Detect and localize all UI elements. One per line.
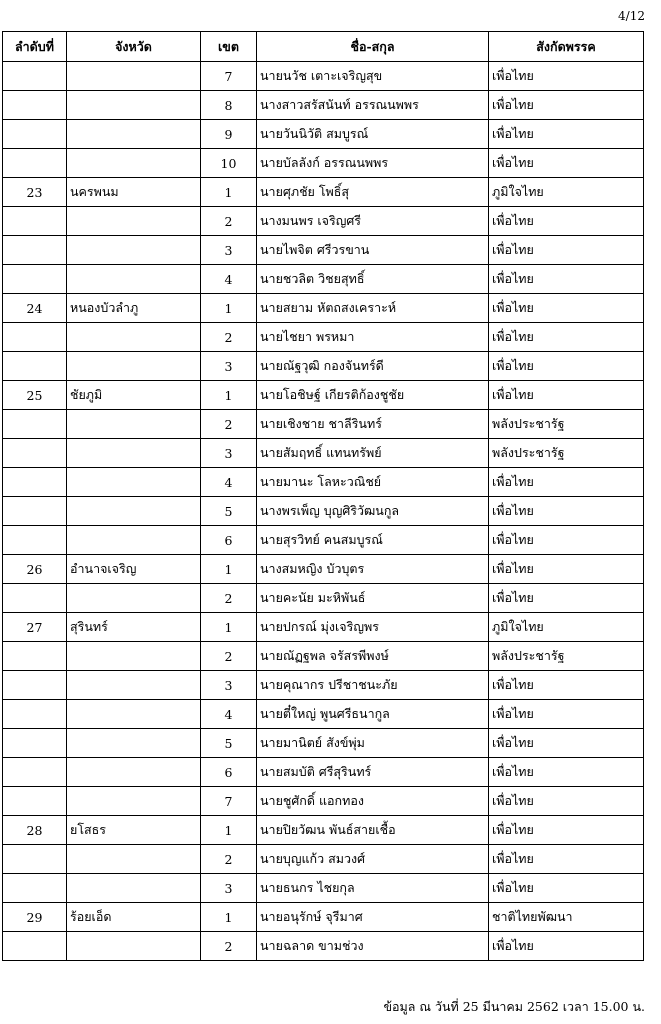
row-province-cell: ชัยภูมิ [67,381,201,410]
row-order-cell [3,62,67,91]
table-row [3,816,644,845]
table-row [3,700,644,729]
row-party-cell: เพื่อไทย [489,381,644,410]
row-order-cell: 24 [3,294,67,323]
table-row [3,584,644,613]
row-order-cell [3,439,67,468]
header-district: เขต [201,32,257,62]
row-party-cell: เพื่อไทย [489,207,644,236]
row-name-cell: นายบัลลังก์ อรรณนพพร [257,149,489,178]
row-province-cell: ร้อยเอ็ด [67,903,201,932]
row-order-cell [3,468,67,497]
row-order-cell [3,671,67,700]
table-row [3,62,644,91]
row-party-cell: เพื่อไทย [489,352,644,381]
row-party-cell: เพื่อไทย [489,874,644,903]
row-name-cell: นายโอชิษฐ์ เกียรติก้องชูชัย [257,381,489,410]
row-province-cell [67,497,201,526]
row-name-cell: นายคะนัย มะหิพันธ์ [257,584,489,613]
row-order-cell [3,758,67,787]
table-header-row [3,32,644,62]
row-party-cell: เพื่อไทย [489,294,644,323]
row-order-cell: 28 [3,816,67,845]
row-order-cell [3,410,67,439]
row-district-cell: 3 [201,352,257,381]
row-party-cell: เพื่อไทย [489,932,644,961]
row-province-cell [67,236,201,265]
row-name-cell: นางพรเพ็ญ บุญศิริวัฒนกูล [257,497,489,526]
table-row [3,642,644,671]
row-party-cell: เพื่อไทย [489,62,644,91]
row-party-cell: เพื่อไทย [489,787,644,816]
row-party-cell: เพื่อไทย [489,555,644,584]
row-party-cell: เพื่อไทย [489,729,644,758]
row-province-cell [67,120,201,149]
row-name-cell: นายอนุรักษ์ จุรีมาศ [257,903,489,932]
row-province-cell [67,62,201,91]
table-row [3,265,644,294]
row-district-cell: 1 [201,903,257,932]
row-province-cell [67,642,201,671]
row-order-cell [3,874,67,903]
row-name-cell: นายไชยา พรหมา [257,323,489,352]
table-row [3,236,644,265]
row-party-cell: เพื่อไทย [489,149,644,178]
row-party-cell: เพื่อไทย [489,120,644,149]
row-district-cell: 5 [201,497,257,526]
row-province-cell [67,932,201,961]
row-name-cell: นายไพจิต ศรีวรขาน [257,236,489,265]
table-row [3,352,644,381]
row-district-cell: 2 [201,932,257,961]
row-province-cell [67,584,201,613]
table-row [3,410,644,439]
table-row [3,468,644,497]
table-row [3,932,644,961]
row-name-cell: นายปกรณ์ มุ่งเจริญพร [257,613,489,642]
row-province-cell [67,91,201,120]
row-district-cell: 7 [201,787,257,816]
row-district-cell: 3 [201,236,257,265]
row-order-cell: 23 [3,178,67,207]
table-row [3,787,644,816]
row-district-cell: 4 [201,700,257,729]
row-province-cell [67,207,201,236]
header-province: จังหวัด [67,32,201,62]
row-order-cell [3,236,67,265]
row-province-cell [67,729,201,758]
row-district-cell: 1 [201,816,257,845]
row-party-cell: เพื่อไทย [489,816,644,845]
row-province-cell [67,845,201,874]
row-name-cell: นายสัมฤทธิ์ แทนทรัพย์ [257,439,489,468]
row-party-cell: เพื่อไทย [489,236,644,265]
row-province-cell: หนองบัวลำภู [67,294,201,323]
row-party-cell: เพื่อไทย [489,671,644,700]
row-name-cell: นายมานะ โลหะวณิชย์ [257,468,489,497]
row-province-cell [67,352,201,381]
header-order: ลำดับที่ [3,32,67,62]
table-row [3,178,644,207]
row-province-cell: อำนาจเจริญ [67,555,201,584]
row-province-cell [67,410,201,439]
row-province-cell [67,265,201,294]
table-row [3,613,644,642]
table-row [3,439,644,468]
row-order-cell: 25 [3,381,67,410]
row-party-cell: เพื่อไทย [489,323,644,352]
row-district-cell: 1 [201,613,257,642]
row-name-cell: นายธนกร ไชยกุล [257,874,489,903]
row-district-cell: 2 [201,207,257,236]
row-party-cell: ภูมิใจไทย [489,613,644,642]
row-order-cell [3,787,67,816]
row-order-cell [3,845,67,874]
row-order-cell [3,207,67,236]
row-order-cell [3,265,67,294]
table-row [3,758,644,787]
table-row [3,323,644,352]
table-row [3,149,644,178]
header-party: สังกัดพรรค [489,32,644,62]
table-row [3,497,644,526]
row-party-cell: ชาติไทยพัฒนา [489,903,644,932]
row-district-cell: 3 [201,439,257,468]
row-order-cell: 29 [3,903,67,932]
row-province-cell [67,526,201,555]
row-district-cell: 4 [201,265,257,294]
row-name-cell: นายสุรวิทย์ คนสมบูรณ์ [257,526,489,555]
header-name: ชื่อ-สกุล [257,32,489,62]
row-district-cell: 7 [201,62,257,91]
row-name-cell: นายณัฐวุฒิ กองจันทร์ดี [257,352,489,381]
row-party-cell: เพื่อไทย [489,700,644,729]
row-order-cell [3,584,67,613]
row-province-cell [67,149,201,178]
page-number: 4/12 [618,9,645,23]
row-name-cell: นางสาวสรัสนันท์ อรรณนพพร [257,91,489,120]
row-district-cell: 1 [201,555,257,584]
row-order-cell: 26 [3,555,67,584]
table-row [3,874,644,903]
row-order-cell [3,323,67,352]
row-province-cell: สุรินทร์ [67,613,201,642]
row-party-cell: พลังประชารัฐ [489,642,644,671]
row-party-cell: เพื่อไทย [489,497,644,526]
row-province-cell [67,758,201,787]
row-province-cell [67,874,201,903]
row-province-cell [67,787,201,816]
row-district-cell: 8 [201,91,257,120]
row-order-cell [3,352,67,381]
row-name-cell: นายชวลิต วิชยสุทธิ์ [257,265,489,294]
row-name-cell: นายณัฏฐพล จรัสรพีพงษ์ [257,642,489,671]
row-name-cell: นายปิยวัฒน พันธ์สายเชื้อ [257,816,489,845]
row-order-cell [3,120,67,149]
table-row [3,845,644,874]
row-name-cell: นายตี๋ใหญ่ พูนศรีธนากูล [257,700,489,729]
row-province-cell [67,323,201,352]
results-table [2,31,644,961]
row-order-cell [3,700,67,729]
row-province-cell: ยโสธร [67,816,201,845]
row-order-cell [3,497,67,526]
row-district-cell: 2 [201,845,257,874]
row-order-cell [3,729,67,758]
row-name-cell: นายเชิงชาย ชาลีรินทร์ [257,410,489,439]
table-row [3,555,644,584]
row-district-cell: 9 [201,120,257,149]
row-district-cell: 3 [201,671,257,700]
row-district-cell: 1 [201,381,257,410]
row-name-cell: นางมนพร เจริญศรี [257,207,489,236]
row-district-cell: 1 [201,178,257,207]
row-name-cell: นายนวัช เตาะเจริญสุข [257,62,489,91]
row-party-cell: พลังประชารัฐ [489,439,644,468]
row-name-cell: นายวันนิวัติ สมบูรณ์ [257,120,489,149]
table-row [3,729,644,758]
row-district-cell: 10 [201,149,257,178]
row-name-cell: นายชูศักดิ์ แอกทอง [257,787,489,816]
row-province-cell: นครพนม [67,178,201,207]
row-district-cell: 2 [201,584,257,613]
table-row [3,120,644,149]
row-name-cell: นายศุภชัย โพธิ์สุ [257,178,489,207]
row-province-cell [67,468,201,497]
table-body [3,62,644,961]
row-name-cell: นายคุณากร ปรีชาชนะภัย [257,671,489,700]
row-name-cell: นางสมหญิง บัวบุตร [257,555,489,584]
table-row [3,294,644,323]
table-row [3,526,644,555]
row-party-cell: เพื่อไทย [489,468,644,497]
row-province-cell [67,439,201,468]
table-row [3,903,644,932]
row-party-cell: เพื่อไทย [489,265,644,294]
row-name-cell: นายฉลาด ขามช่วง [257,932,489,961]
table-row [3,91,644,120]
row-district-cell: 3 [201,874,257,903]
row-order-cell [3,91,67,120]
row-district-cell: 4 [201,468,257,497]
table-row [3,381,644,410]
row-party-cell: พลังประชารัฐ [489,410,644,439]
row-district-cell: 5 [201,729,257,758]
row-district-cell: 2 [201,410,257,439]
row-name-cell: นายสยาม หัตถสงเคราะห์ [257,294,489,323]
table-row [3,207,644,236]
row-district-cell: 6 [201,526,257,555]
row-order-cell [3,149,67,178]
row-party-cell: เพื่อไทย [489,526,644,555]
row-party-cell: เพื่อไทย [489,584,644,613]
row-party-cell: เพื่อไทย [489,758,644,787]
row-name-cell: นายบุญแก้ว สมวงศ์ [257,845,489,874]
row-order-cell [3,642,67,671]
row-province-cell [67,671,201,700]
data-timestamp-note: ข้อมูล ณ วันที่ 25 มีนาคม 2562 เวลา 15.00 น. [383,999,645,1014]
row-party-cell: ภูมิใจไทย [489,178,644,207]
row-order-cell: 27 [3,613,67,642]
row-district-cell: 2 [201,642,257,671]
row-name-cell: นายมานิตย์ สังข์พุ่ม [257,729,489,758]
row-district-cell: 1 [201,294,257,323]
table-row [3,671,644,700]
row-district-cell: 2 [201,323,257,352]
row-party-cell: เพื่อไทย [489,845,644,874]
row-district-cell: 6 [201,758,257,787]
row-order-cell [3,932,67,961]
row-name-cell: นายสมบัติ ศรีสุรินทร์ [257,758,489,787]
row-province-cell [67,700,201,729]
row-order-cell [3,526,67,555]
row-party-cell: เพื่อไทย [489,91,644,120]
